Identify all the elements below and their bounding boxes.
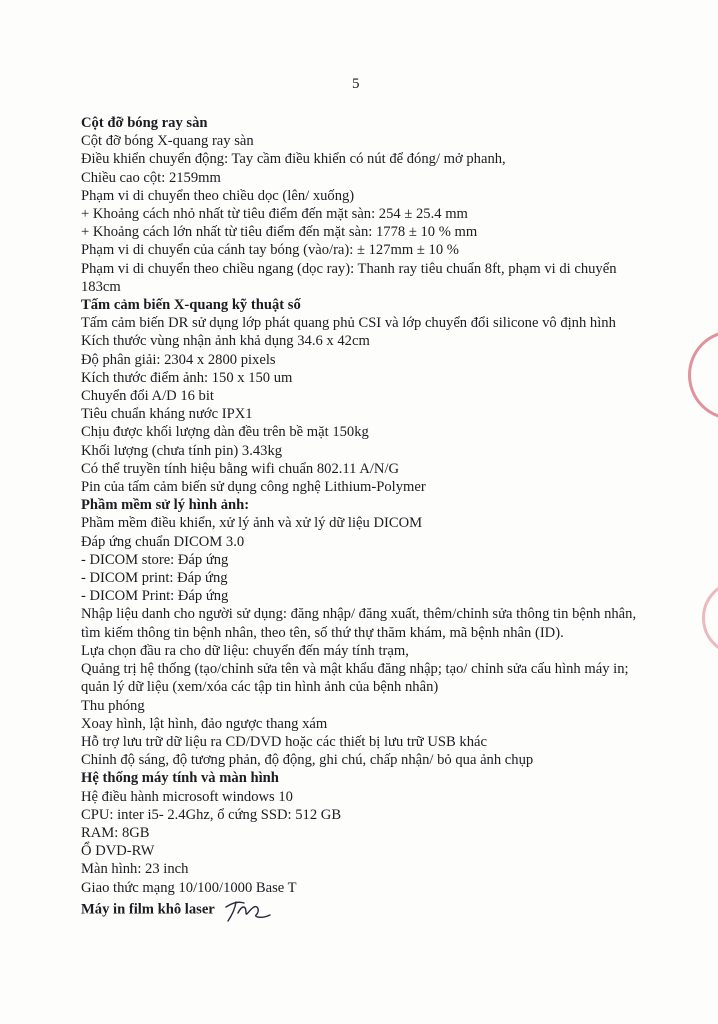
text-line: Ổ DVD-RW <box>81 843 155 860</box>
section-heading-printer: Máy in film khô laser <box>81 901 215 918</box>
text-line: Điều khiển chuyển động: Tay cầm điều khiển có nút để đóng/ mở phanh, <box>81 151 506 168</box>
text-line: Chỉnh độ sáng, độ tương phản, độ động, ghi chú, chấp nhận/ bỏ qua ảnh chụp <box>81 752 534 769</box>
text-line: Kích thước điểm ảnh: 150 x 150 um <box>81 369 293 386</box>
text-line: Xoay hình, lật hình, đảo ngược thang xám <box>81 715 328 732</box>
text-line: Thu phóng <box>81 697 145 714</box>
text-line: Tấm cảm biến DR sử dụng lớp phát quang phủ CSI và lớp chuyển đổi silicone vô định hình <box>81 315 616 332</box>
text-line: Kích thước vùng nhận ảnh khả dụng 34.6 x 42cm <box>81 333 370 350</box>
text-line: Quảng trị hệ thống (tạo/chỉnh sửa tên và mật khẩu đăng nhập; tạo/ chỉnh sửa cấu hình máy in; quản lý dữ liệu (xem/xóa các tập tin hình ảnh của bệnh nhân) <box>81 661 629 696</box>
text-line: Màn hình: 23 inch <box>81 861 189 878</box>
text-line: Hỗ trợ lưu trữ dữ liệu ra CD/DVD hoặc các thiết bị lưu trữ USB khác <box>81 733 487 750</box>
section-heading-sensor: Tấm cảm biến X-quang kỹ thuật số <box>81 297 301 314</box>
stamp-edge <box>688 330 718 420</box>
document-body <box>81 114 641 923</box>
text-line: Chịu được khối lượng dàn đều trên bề mặt 150kg <box>81 424 369 441</box>
section-heading-software: Phầm mềm sử lý hình ảnh: <box>81 497 250 514</box>
page-number: 5 <box>352 76 360 92</box>
section-heading-column: Cột đỡ bóng ray sàn <box>81 115 208 131</box>
text-line: Lựa chọn đầu ra cho dữ liệu: chuyển đến máy tính trạm, <box>81 642 409 659</box>
text-line: - DICOM print: Đáp ứng <box>81 570 228 587</box>
text-line: Hệ điều hành microsoft windows 10 <box>81 788 293 805</box>
text-line: Phầm mềm điều khiển, xử lý ảnh và xử lý dữ liệu DICOM <box>81 515 423 532</box>
text-line: Pin của tấm cảm biến sử dụng công nghệ Lithium-Polymer <box>81 479 426 496</box>
text-line: + Khoảng cách nhỏ nhất từ tiêu điểm đến mặt sàn: 254 ± 25.4 mm <box>81 206 468 223</box>
section-heading-computer: Hệ thống máy tính và màn hình <box>81 770 279 787</box>
text-line: Khối lượng (chưa tính pin) 3.43kg <box>81 442 283 459</box>
text-line: Đáp ứng chuẩn DICOM 3.0 <box>81 533 245 550</box>
text-line: CPU: inter i5- 2.4Ghz, ổ cứng SSD: 512 GB <box>81 806 342 823</box>
text-line: + Khoảng cách lớn nhất từ tiêu điểm đến mặt sàn: 1778 ± 10 % mm <box>81 224 478 241</box>
text-line: Tiêu chuẩn kháng nước IPX1 <box>81 406 253 423</box>
text-line: Phạm vi di chuyển của cánh tay bóng (vào/ra): ± 127mm ± 10 % <box>81 242 459 259</box>
text-line: RAM: 8GB <box>81 824 150 841</box>
text-line: Phạm vi di chuyển theo chiều ngang (dọc ray): Thanh ray tiêu chuẩn 8ft, phạm vi di chuyển 183cm <box>81 260 617 295</box>
signature-mark <box>224 897 272 923</box>
text-line: Phạm vi di chuyển theo chiều dọc (lên/ xuống) <box>81 187 355 204</box>
final-heading-row <box>81 897 641 923</box>
text-line: Chiều cao cột: 2159mm <box>81 169 221 186</box>
text-line: - DICOM store: Đáp ứng <box>81 551 229 568</box>
text-line: Nhập liệu danh cho người sử dụng: đăng nhập/ đăng xuất, thêm/chỉnh sửa thông tin bệnh nhân, tìm kiếm thông tin bệnh nhân, theo tên, số thứ thự thăm khám, mã bệnh nhân (ID). <box>81 606 637 641</box>
text-line: Giao thức mạng 10/100/1000 Base T <box>81 879 297 896</box>
text-line: - DICOM Print: Đáp ứng <box>81 588 229 605</box>
text-line: Độ phân giải: 2304 x 2800 pixels <box>81 351 276 368</box>
text-line: Có thể truyền tính hiệu bằng wifi chuẩn 802.11 A/N/G <box>81 460 400 477</box>
text-line: Cột đỡ bóng X-quang ray sàn <box>81 133 254 150</box>
stamp-edge <box>702 580 718 656</box>
text-line: Chuyển đổi A/D 16 bit <box>81 388 214 405</box>
